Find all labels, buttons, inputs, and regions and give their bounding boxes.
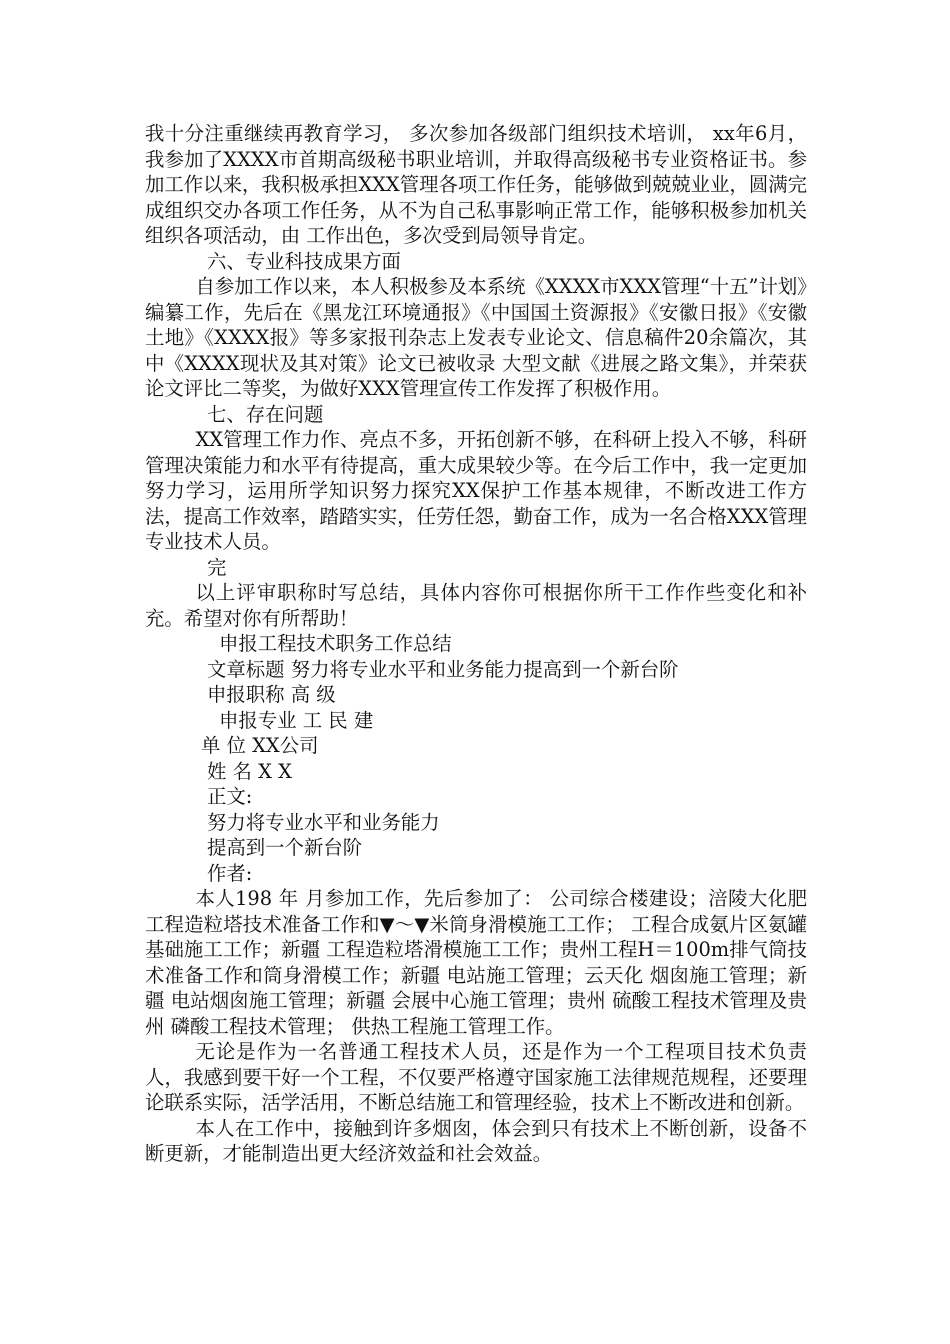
paragraph-projects: 本人198 年 月参加工作，先后参加了： 公司综合楼建设；涪陵大化肥工程造粒塔技术准备工作和▼～▼米筒身滑模施工工作； 工程合成氨片区氨罐基础施工工作；新疆 工程造粒塔滑模施工工作；贵州工程H＝100m排气筒技术准备工作和筒身滑模工作；新疆 电站施工管理；云天化 烟囱施工管理；新疆 电站烟囱施工管理；新疆 会展中心施工管理；贵州 硫酸工程技术管理及贵州 磷酸工程技术管理； 供热工程施工管理工作。 xyxy=(145,887,807,1038)
subtitle-line-1: 努力将专业水平和业务能力 xyxy=(207,810,440,834)
body-label: 正文: xyxy=(207,785,253,808)
heading-section-six: 六、专业科技成果方面 xyxy=(207,249,401,273)
article-title: 文章标题 努力将专业水平和业务能力提高到一个新台阶 xyxy=(207,657,679,681)
heading-section-seven: 七、存在问题 xyxy=(207,402,324,426)
name-line: 姓 名 X X xyxy=(207,759,292,783)
subtitle-line-2: 提高到一个新台阶 xyxy=(207,836,363,859)
paragraph-problems: XX管理工作力作、亮点不多，开拓创新不够，在科研上投入不够，科研管理决策能力和水平有待提高，重大成果较少等。在今后工作中，我一定更加努力学习，运用所学知识努力探究XX保护工作基本规律，不断改进工作方法，提高工作效率，踏踏实实，任劳任怨，勤奋工作，成为一名合格XXX管理专业技术人员。 xyxy=(145,428,807,553)
paragraph-achievements: 自参加工作以来，本人积极参及本系统《XXXX市XXX管理“十五”计划》编纂工作，先后在《黑龙江环境通报》《中国国土资源报》《安徽日报》《安徽土地》《XXXX报》等多家报刊杂志上发表专业论文、信息稿件20余篇次，其中《XXXX现状及其对策》论文已被收录 大型文献《进展之路文集》，并荣获论文评比二等奖，为做好XXX管理宣传工作发挥了积极作用。 xyxy=(145,275,807,400)
paragraph-experience: 无论是作为一名普通工程技术人员，还是作为一个工程项目技术负责人，我感到要干好一个工程，不仅要严格遵守国家施工法律规范规程，还要理论联系实际，活学活用，不断总结施工和管理经验，技术上不断改进和创新。 xyxy=(145,1040,807,1114)
rank-line: 申报职称 高 级 xyxy=(207,683,336,706)
paragraph-education: 我十分注重继续再教育学习， 多次参加各级部门组织技术培训， xx年6月，我参加了XXXX市首期高级秘书职业培训，并取得高级秘书专业资格证书。参加工作以来，我积极承担XXX管理各项工作任务，能够做到兢兢业业，圆满完成组织交办各项工作任务，从不为自己私事影响正常工作，能够积极参加机关组织各项活动，由 工作出色，多次受到局领导肯定。 xyxy=(145,122,807,247)
document-title-2: 申报工程技术职务工作总结 xyxy=(219,632,452,655)
document-page xyxy=(145,121,807,1167)
end-mark: 完 xyxy=(207,555,227,579)
paragraph-note: 以上评审职称时写总结，具体内容你可根据你所干工作作些变化和补充。希望对你有所帮助！ xyxy=(145,581,807,630)
author-label: 作者: xyxy=(207,861,253,885)
paragraph-innovation: 本人在工作中，接触到许多烟囱，体会到只有技术上不断创新，设备不断更新，才能制造出更大经济效益和社会效益。 xyxy=(145,1116,807,1165)
major-line: 申报专业 工 民 建 xyxy=(219,708,374,732)
unit-line: 单 位 XX公司 xyxy=(201,734,319,757)
